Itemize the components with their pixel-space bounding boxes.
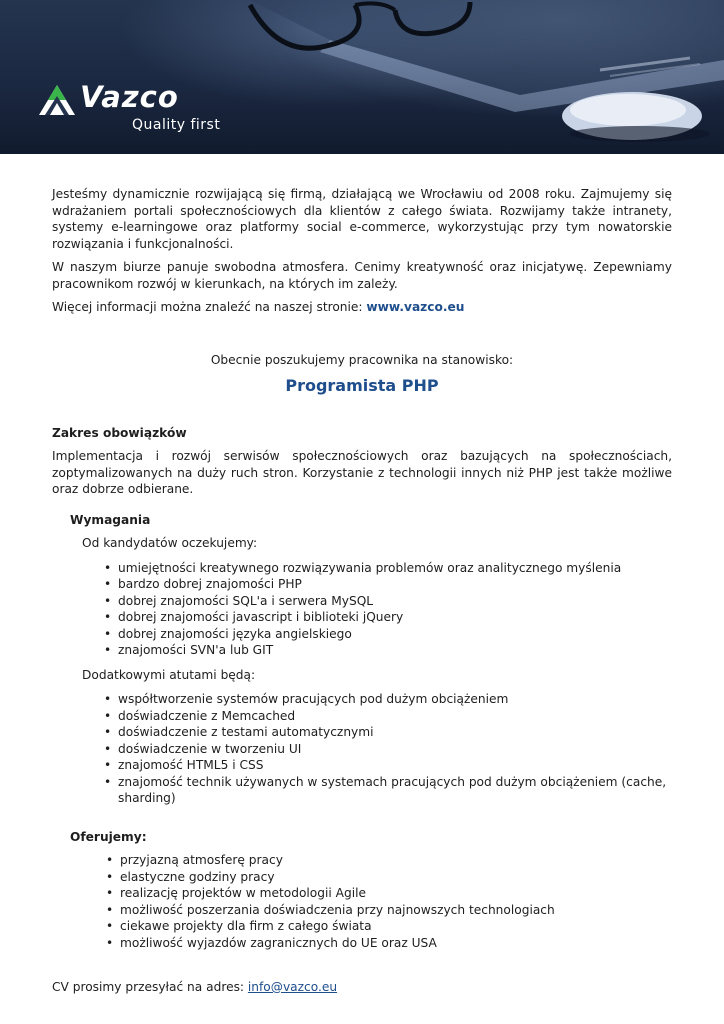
list-item: • znajomość HTML5 i CSS xyxy=(118,757,672,774)
brand xyxy=(36,80,236,140)
email-link[interactable]: info@vazco.eu xyxy=(247,980,338,994)
intro-paragraph-atmosphere: W naszym biurze panuje swobodna atmosfera. Cenimy kreatywność oraz inicjatywę. Zepewniamy pracownikom rozwój w kierunkach, na których im zależy. xyxy=(52,260,672,291)
footer-text: CV prosimy przesyłać na adres: xyxy=(52,980,248,994)
scope-heading: Zakres obowiązków xyxy=(52,425,187,440)
job-title: Programista PHP xyxy=(285,376,439,395)
bonus-list xyxy=(70,691,672,807)
list-item: • dobrej znajomości SQL'a i serwera MySQL xyxy=(118,593,672,610)
brand-tagline: Quality first xyxy=(132,117,221,133)
list-item: • przyjazną atmosferę pracy xyxy=(120,852,672,869)
bonus-lead: Dodatkowymi atutami będą: xyxy=(82,667,256,682)
footer-contact xyxy=(52,979,672,996)
requirements-heading: Wymagania xyxy=(70,512,151,527)
offer-list xyxy=(70,852,672,951)
header-banner xyxy=(0,0,724,154)
intro-paragraph-website xyxy=(52,299,672,316)
list-item: • realizację projektów w metodologii Agile xyxy=(120,885,672,902)
list-item: • elastyczne godziny pracy xyxy=(120,869,672,886)
offer-heading: Oferujemy: xyxy=(70,829,147,844)
website-link[interactable]: www.vazco.eu xyxy=(366,300,465,314)
job-offer-document xyxy=(52,186,672,996)
list-item: • umiejętności kreatywnego rozwiązywania problemów oraz analitycznego myślenia xyxy=(118,560,672,577)
list-item: • dobrej znajomości języka angielskiego xyxy=(118,626,672,643)
vazco-logo-icon xyxy=(36,84,78,118)
intro-paragraph-company: Jesteśmy dynamicznie rozwijającą się firmą, działającą we Wrocławiu od 2008 roku. Zajmujemy się wdrażaniem portali społecznościowych dla klientów z całego świata. Rozwijamy także intranety, systemy e-learningowe oraz platformy social e-commerce, wykorzystując przy tym nowatorskie rozwiązania i funkcjonalności. xyxy=(52,187,672,251)
list-item: • możliwość wyjazdów zagranicznych do UE oraz USA xyxy=(120,935,672,952)
list-item: • możliwość poszerzania doświadczenia przy najnowszych technologiach xyxy=(120,902,672,919)
list-item: • doświadczenie w tworzeniu UI xyxy=(118,741,672,758)
list-item: • znajomość technik używanych w systemach pracujących pod dużym obciążeniem (cache, sharding) xyxy=(118,774,672,807)
requirements-lead: Od kandydatów oczekujemy: xyxy=(82,536,258,550)
list-item: • doświadczenie z testami automatycznymi xyxy=(118,724,672,741)
list-item: • dobrej znajomości javascript i biblioteki jQuery xyxy=(118,609,672,626)
list-item: • doświadczenie z Memcached xyxy=(118,708,672,725)
list-item: • znajomości SVN'a lub GIT xyxy=(118,642,672,659)
position-lead: Obecnie poszukujemy pracownika na stanowisko: xyxy=(210,352,514,367)
list-item: • współtworzenie systemów pracujących pod dużym obciążeniem xyxy=(118,691,672,708)
list-item: • ciekawe projekty dla firm z całego świata xyxy=(120,918,672,935)
website-lead: Więcej informacji można znaleźć na naszej stronie: xyxy=(52,300,367,314)
scope-text: Implementacja i rozwój serwisów społecznościowych oraz bazujących na społecznościach, zoptymalizowanych na duży ruch stron. Korzystanie z technologii innych niż PHP jest także możliwe oraz dobrze odbierane. xyxy=(52,449,672,496)
offer-section xyxy=(70,829,672,952)
brand-name: Vazco xyxy=(80,80,179,114)
requirements-section xyxy=(70,512,672,807)
list-item: • bardzo dobrej znajomości PHP xyxy=(118,576,672,593)
requirements-list xyxy=(70,560,672,659)
